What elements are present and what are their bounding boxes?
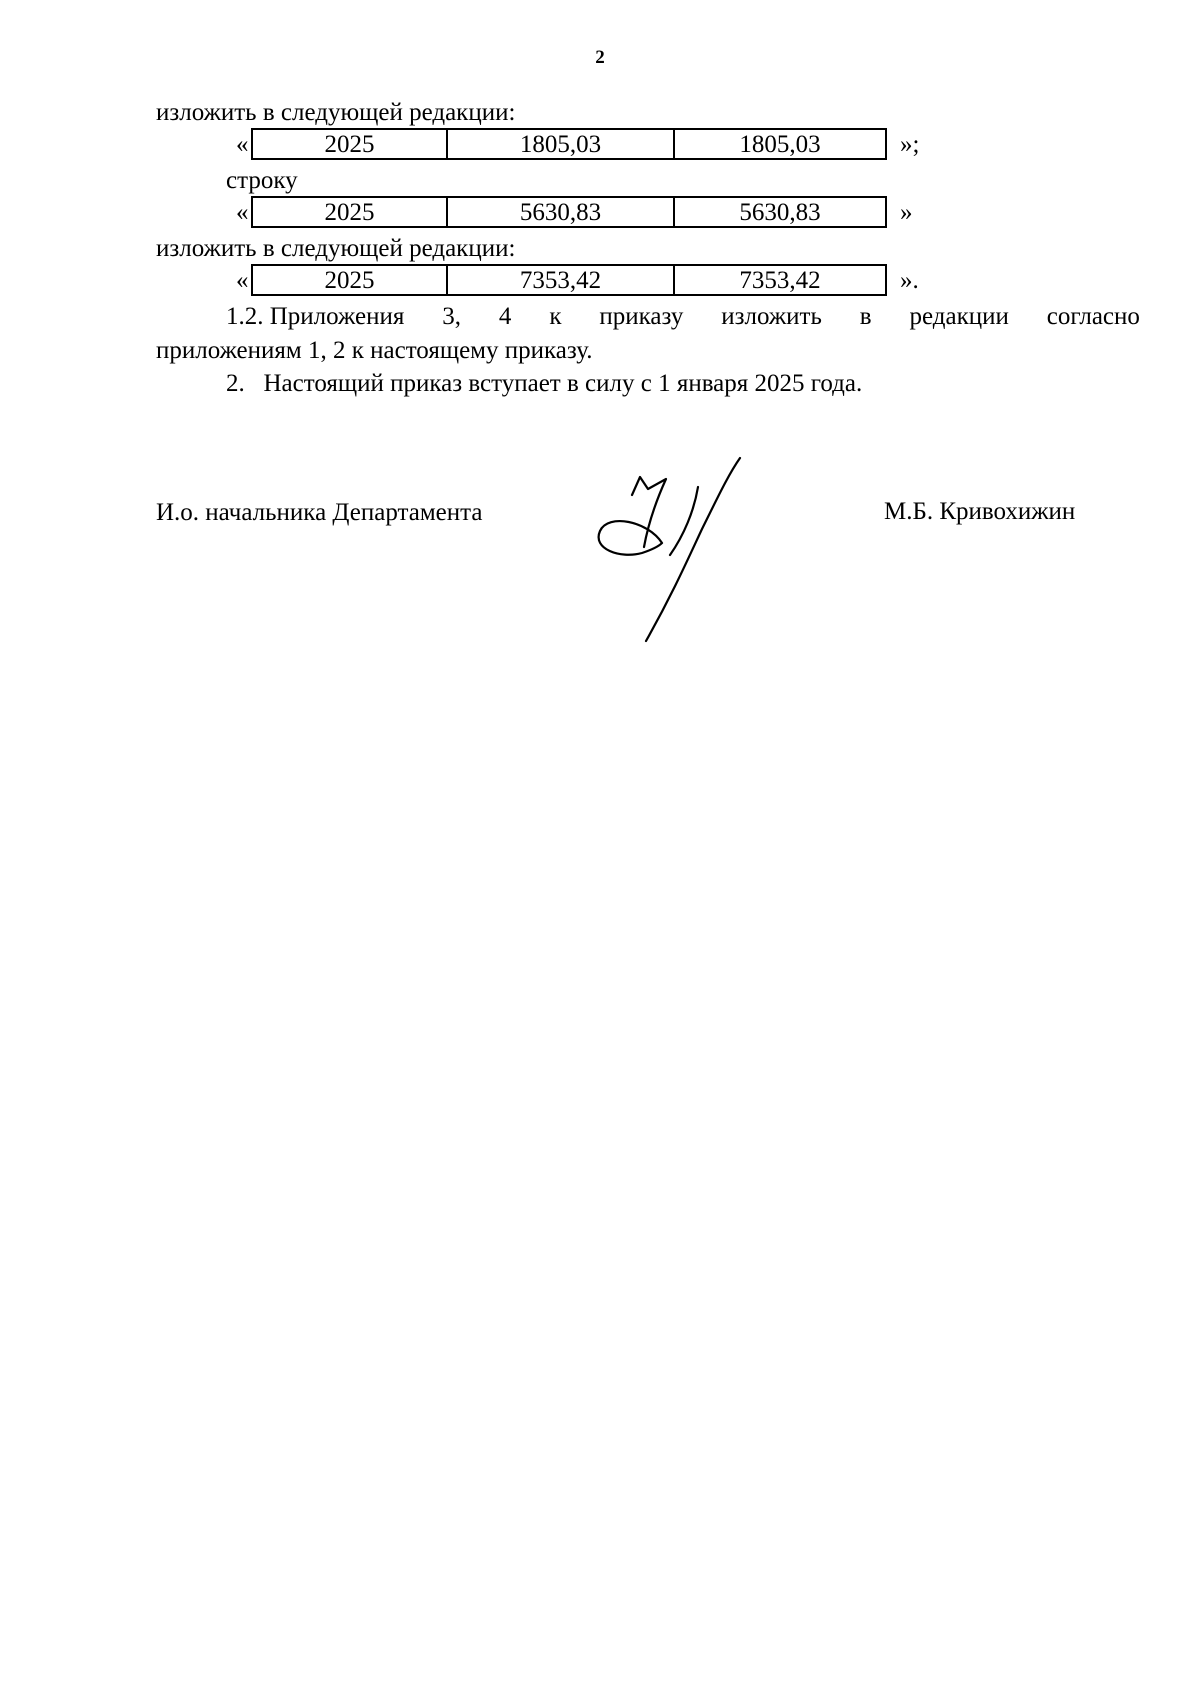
cell-value-a: 5630,83 bbox=[448, 198, 675, 226]
word: 1.2. Приложения bbox=[226, 303, 405, 330]
paragraph-2: 2. Настоящий приказ вступает в силу с 1 января 2025 года. bbox=[226, 370, 863, 397]
paragraph-1-2-continuation: приложениям 1, 2 к настоящему приказу. bbox=[156, 337, 593, 364]
paragraph-1-2-first-line bbox=[226, 302, 1140, 332]
cell-value-a: 7353,42 bbox=[448, 266, 675, 294]
cell-value-a: 1805,03 bbox=[448, 130, 675, 158]
word: 3, bbox=[442, 303, 461, 330]
handwritten-signature bbox=[590, 455, 760, 655]
word: к bbox=[549, 303, 562, 330]
word: редакции bbox=[909, 303, 1009, 330]
table-row-2 bbox=[251, 196, 887, 228]
word: 4 bbox=[498, 303, 512, 330]
word: изложить bbox=[721, 303, 822, 330]
instruction-line-2: строку bbox=[226, 167, 298, 194]
word: приказу bbox=[599, 303, 684, 330]
close-quote-3: ». bbox=[900, 267, 919, 294]
close-quote-1: »; bbox=[900, 131, 920, 158]
table-row-3 bbox=[251, 264, 887, 296]
cell-year: 2025 bbox=[253, 130, 448, 158]
cell-value-b: 7353,42 bbox=[739, 267, 821, 294]
table-row-1 bbox=[251, 128, 887, 160]
cell-year: 2025 bbox=[253, 198, 448, 226]
cell-value-b: 1805,03 bbox=[739, 131, 821, 158]
cell-year: 2025 bbox=[253, 266, 448, 294]
page-number: 2 bbox=[595, 47, 605, 68]
word: согласно bbox=[1046, 303, 1140, 330]
open-quote-3: « bbox=[236, 267, 249, 294]
instruction-line-3: изложить в следующей редакции: bbox=[156, 235, 516, 262]
open-quote-2: « bbox=[236, 199, 249, 226]
close-quote-2: » bbox=[900, 199, 913, 226]
instruction-line-1: изложить в следующей редакции: bbox=[156, 99, 516, 126]
signatory-title: И.о. начальника Департамента bbox=[156, 499, 483, 526]
word: в bbox=[859, 303, 872, 330]
signatory-name: М.Б. Кривохижин bbox=[884, 498, 1076, 525]
open-quote-1: « bbox=[236, 131, 249, 158]
cell-value-b: 5630,83 bbox=[739, 199, 821, 226]
